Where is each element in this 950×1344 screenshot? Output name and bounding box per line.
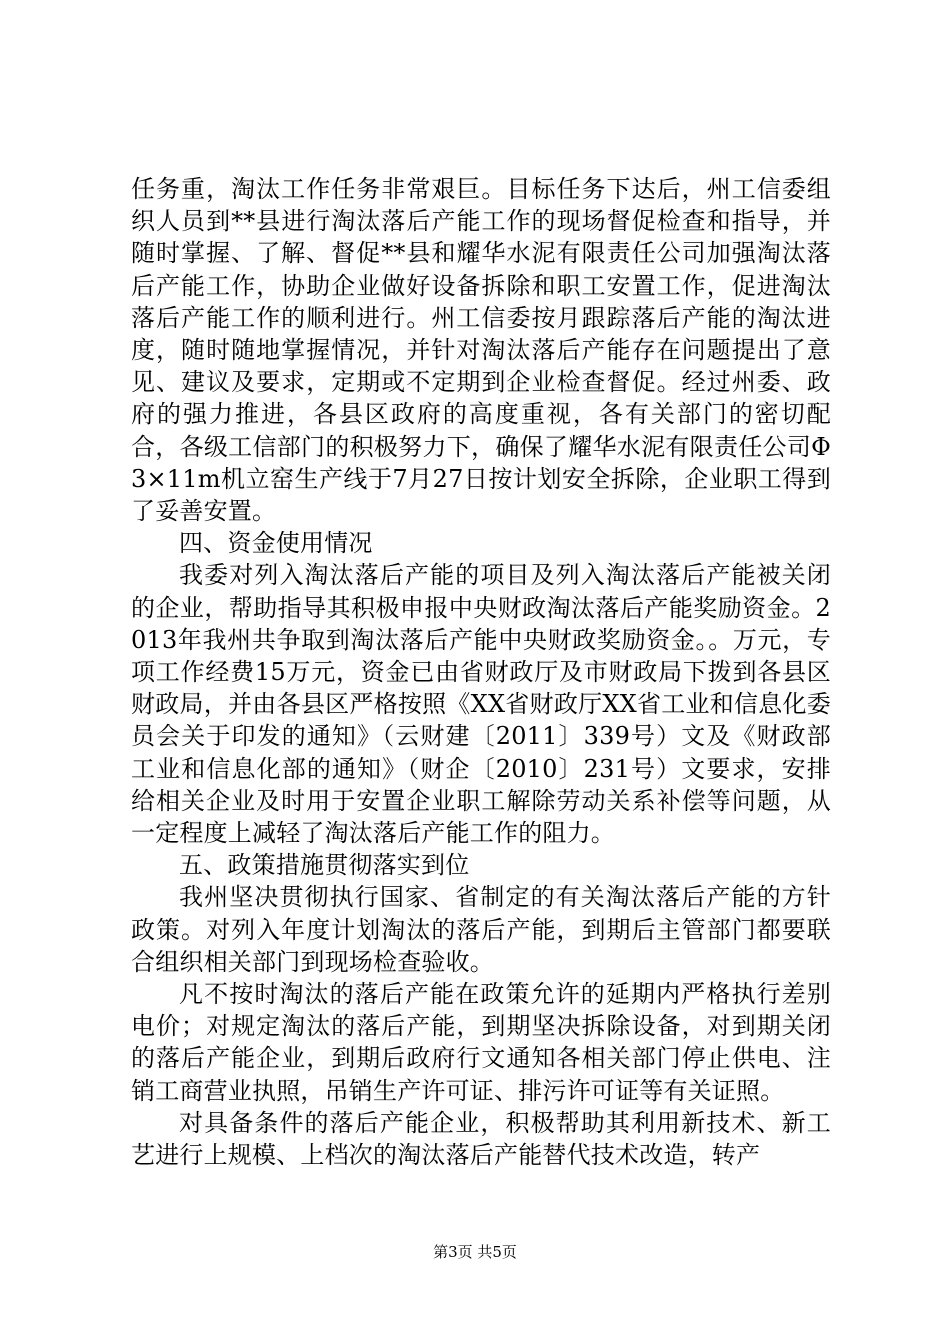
paragraph-differential-pricing: 凡不按时淘汰的落后产能在政策允许的延期内严格执行差别电价；对规定淘汰的落后产能，到期坚决拆除设备，对到期关闭的落后产能企业，到期后政府行文通知各相关部门停止供电、注销工商营业执照，吊销生产许可证、排污许可证等有关证照。	[131, 980, 831, 1105]
section-heading-policy-implementation: 五、政策措施贯彻落实到位	[179, 851, 470, 880]
document-body	[131, 173, 831, 1171]
section-heading-fund-usage: 四、资金使用情况	[179, 529, 373, 558]
paragraph-fund-usage: 我委对列入淘汰落后产能的项目及列入淘汰落后产能被关闭的企业，帮助指导其积极申报中央财政淘汰落后产能奖励资金。2013年我州共争取到淘汰落后产能中央财政奖励资金。。万元，专项工作经费15万元，资金已由省财政厅及市财政局下拨到各县区财政局，并由各县区严格按照《XX省财政厅XX省工业和信息化委员会关于印发的通知》（云财建〔2011〕339号）文及《财政部工业和信息化部的通知》（财企〔2010〕231号）文要求，安排给相关企业及时用于安置企业职工解除劳动关系补偿等问题，从一定程度上减轻了淘汰落后产能工作的阻力。	[131, 561, 831, 848]
paragraph-task-supervision: 任务重，淘汰工作任务非常艰巨。目标任务下达后，州工信委组织人员到**县进行淘汰落后产能工作的现场督促检查和指导，并随时掌握、了解、督促**县和耀华水泥有限责任公司加强淘汰落后产能工作，协助企业做好设备拆除和职工安置工作，促进淘汰落后产能工作的顺利进行。州工信委按月跟踪落后产能的淘汰进度，随时随地掌握情况，并针对淘汰落后产能存在问题提出了意见、建议及要求，定期或不定期到企业检查督促。经过州委、政府的强力推进，各县区政府的高度重视，各有关部门的密切配合，各级工信部门的积极努力下，确保了耀华水泥有限责任公司Φ3×11m机立窑生产线于7月27日按计划安全拆除，企业职工得到了妥善安置。	[131, 175, 831, 526]
page-number-footer: 第3页 共5页	[433, 1243, 517, 1261]
paragraph-policy-guidelines: 我州坚决贯彻执行国家、省制定的有关淘汰落后产能的方针政策。对列入年度计划淘汰的落后产能，到期后主管部门都要联合组织相关部门到现场检查验收。	[131, 883, 831, 976]
paragraph-technical-upgrade: 对具备条件的落后产能企业，积极帮助其利用新技术、新工艺进行上规模、上档次的淘汰落后产能替代技术改造，转产	[131, 1108, 831, 1170]
